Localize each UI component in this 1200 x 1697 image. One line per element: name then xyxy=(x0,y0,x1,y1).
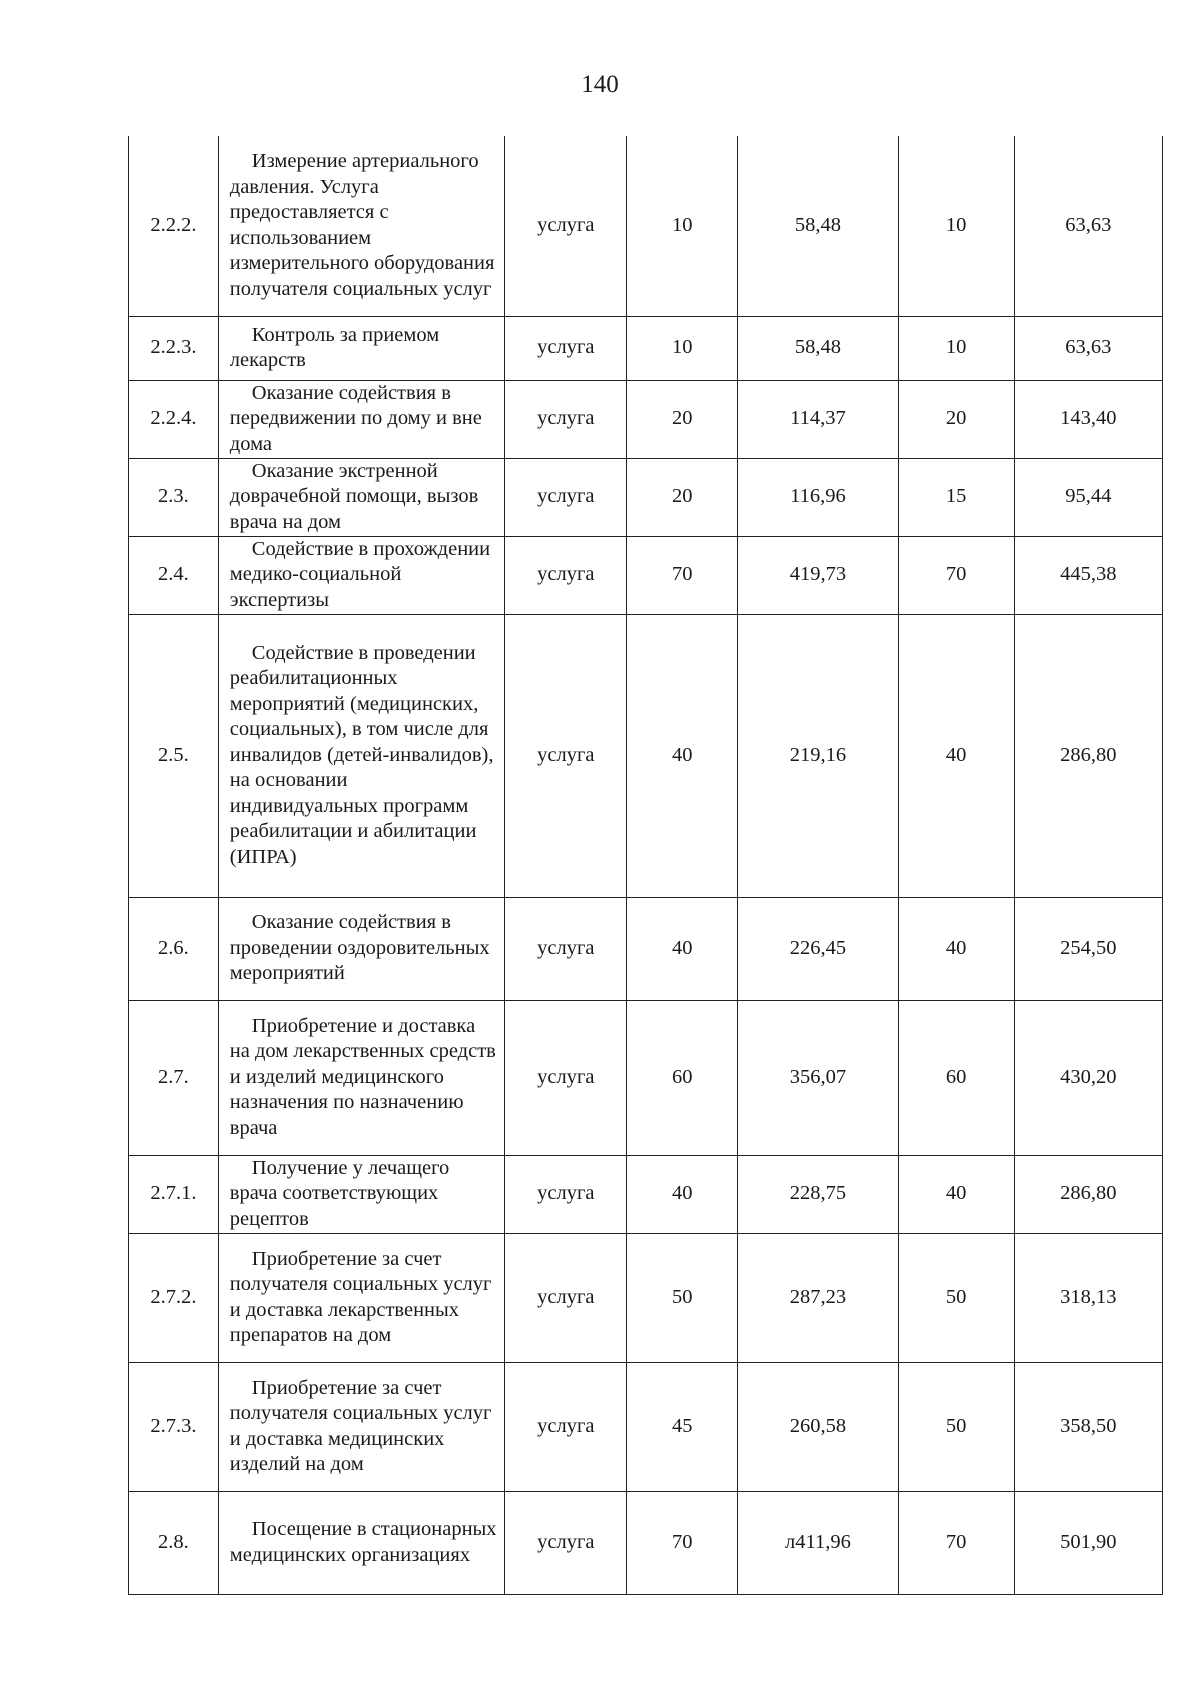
tariff-1: 114,37 xyxy=(738,380,898,458)
table-row xyxy=(129,1233,1163,1362)
time-norm-2: 50 xyxy=(898,1362,1014,1491)
row-number: 2.4. xyxy=(129,536,219,614)
time-norm-2: 60 xyxy=(898,1000,1014,1155)
service-name: Оказание содействия в передвижении по дому и вне дома xyxy=(218,380,504,458)
row-number: 2.7.3. xyxy=(129,1362,219,1491)
row-number: 2.6. xyxy=(129,897,219,1000)
tariff-2: 501,90 xyxy=(1014,1491,1162,1594)
tariff-1: 260,58 xyxy=(738,1362,898,1491)
time-norm-1: 45 xyxy=(627,1362,738,1491)
unit: услуга xyxy=(505,316,627,380)
tariff-1: 287,23 xyxy=(738,1233,898,1362)
unit: услуга xyxy=(505,1155,627,1233)
table-row xyxy=(129,614,1163,897)
time-norm-2: 15 xyxy=(898,458,1014,536)
tariff-2: 63,63 xyxy=(1014,316,1162,380)
time-norm-2: 40 xyxy=(898,897,1014,1000)
time-norm-2: 50 xyxy=(898,1233,1014,1362)
tariff-1: л411,96 xyxy=(738,1491,898,1594)
tariff-1: 219,16 xyxy=(738,614,898,897)
unit: услуга xyxy=(505,1491,627,1594)
table-row xyxy=(129,316,1163,380)
time-norm-1: 10 xyxy=(627,316,738,380)
unit: услуга xyxy=(505,536,627,614)
table-row xyxy=(129,1362,1163,1491)
time-norm-2: 40 xyxy=(898,614,1014,897)
row-number: 2.7.2. xyxy=(129,1233,219,1362)
unit: услуга xyxy=(505,1000,627,1155)
unit: услуга xyxy=(505,380,627,458)
row-number: 2.7.1. xyxy=(129,1155,219,1233)
time-norm-2: 20 xyxy=(898,380,1014,458)
tariff-2: 318,13 xyxy=(1014,1233,1162,1362)
services-table xyxy=(128,136,1163,1595)
time-norm-2: 70 xyxy=(898,536,1014,614)
table-row xyxy=(129,536,1163,614)
page-number: 140 xyxy=(581,71,619,98)
table-row xyxy=(129,380,1163,458)
unit: услуга xyxy=(505,1362,627,1491)
time-norm-1: 40 xyxy=(627,614,738,897)
service-name: Контроль за приемом лекарств xyxy=(218,316,504,380)
tariff-1: 356,07 xyxy=(738,1000,898,1155)
service-name: Получение у лечащего врача соответствующих рецептов xyxy=(218,1155,504,1233)
time-norm-1: 40 xyxy=(627,897,738,1000)
unit: услуга xyxy=(505,614,627,897)
unit: услуга xyxy=(505,1233,627,1362)
table-row xyxy=(129,458,1163,536)
tariff-2: 286,80 xyxy=(1014,1155,1162,1233)
unit: услуга xyxy=(505,458,627,536)
table-row xyxy=(129,897,1163,1000)
time-norm-1: 20 xyxy=(627,458,738,536)
service-name: Содействие в прохождении медико-социальной экспертизы xyxy=(218,536,504,614)
table-row xyxy=(129,1491,1163,1594)
service-name: Приобретение за счет получателя социальных услуг и доставка лекарственных препаратов на дом xyxy=(218,1233,504,1362)
tariff-2: 63,63 xyxy=(1014,136,1162,316)
row-number: 2.2.3. xyxy=(129,316,219,380)
tariff-2: 358,50 xyxy=(1014,1362,1162,1491)
time-norm-1: 20 xyxy=(627,380,738,458)
table-row xyxy=(129,1155,1163,1233)
time-norm-2: 10 xyxy=(898,136,1014,316)
tariff-1: 58,48 xyxy=(738,136,898,316)
row-number: 2.3. xyxy=(129,458,219,536)
tariff-2: 254,50 xyxy=(1014,897,1162,1000)
time-norm-2: 40 xyxy=(898,1155,1014,1233)
service-name: Посещение в стационарных медицинских организациях xyxy=(218,1491,504,1594)
service-name: Приобретение за счет получателя социальных услуг и доставка медицинских изделий на дом xyxy=(218,1362,504,1491)
service-name: Содействие в проведении реабилитационных мероприятий (медицинских, социальных), в том числе для инвалидов (детей-инвалидов), на основании индивидуальных программ реабилитации и абилитации (ИПРА) xyxy=(218,614,504,897)
table-row xyxy=(129,136,1163,316)
unit: услуга xyxy=(505,897,627,1000)
tariff-1: 58,48 xyxy=(738,316,898,380)
tariff-2: 445,38 xyxy=(1014,536,1162,614)
time-norm-1: 60 xyxy=(627,1000,738,1155)
tariff-1: 116,96 xyxy=(738,458,898,536)
tariff-1: 228,75 xyxy=(738,1155,898,1233)
tariff-2: 430,20 xyxy=(1014,1000,1162,1155)
time-norm-2: 10 xyxy=(898,316,1014,380)
row-number: 2.5. xyxy=(129,614,219,897)
row-number: 2.2.4. xyxy=(129,380,219,458)
table-row xyxy=(129,1000,1163,1155)
time-norm-1: 70 xyxy=(627,536,738,614)
row-number: 2.2.2. xyxy=(129,136,219,316)
tariff-1: 226,45 xyxy=(738,897,898,1000)
time-norm-1: 10 xyxy=(627,136,738,316)
tariff-2: 95,44 xyxy=(1014,458,1162,536)
tariff-2: 143,40 xyxy=(1014,380,1162,458)
unit: услуга xyxy=(505,136,627,316)
tariff-1: 419,73 xyxy=(738,536,898,614)
time-norm-1: 40 xyxy=(627,1155,738,1233)
tariff-2: 286,80 xyxy=(1014,614,1162,897)
service-name: Оказание экстренной доврачебной помощи, вызов врача на дом xyxy=(218,458,504,536)
service-name: Приобретение и доставка на дом лекарственных средств и изделий медицинского назначения по назначению врача xyxy=(218,1000,504,1155)
time-norm-1: 50 xyxy=(627,1233,738,1362)
row-number: 2.7. xyxy=(129,1000,219,1155)
service-name: Измерение артериального давления. Услуга предоставляется с использованием измерительного оборудования получателя социальных услуг xyxy=(218,136,504,316)
service-name: Оказание содействия в проведении оздоровительных мероприятий xyxy=(218,897,504,1000)
row-number: 2.8. xyxy=(129,1491,219,1594)
time-norm-1: 70 xyxy=(627,1491,738,1594)
time-norm-2: 70 xyxy=(898,1491,1014,1594)
